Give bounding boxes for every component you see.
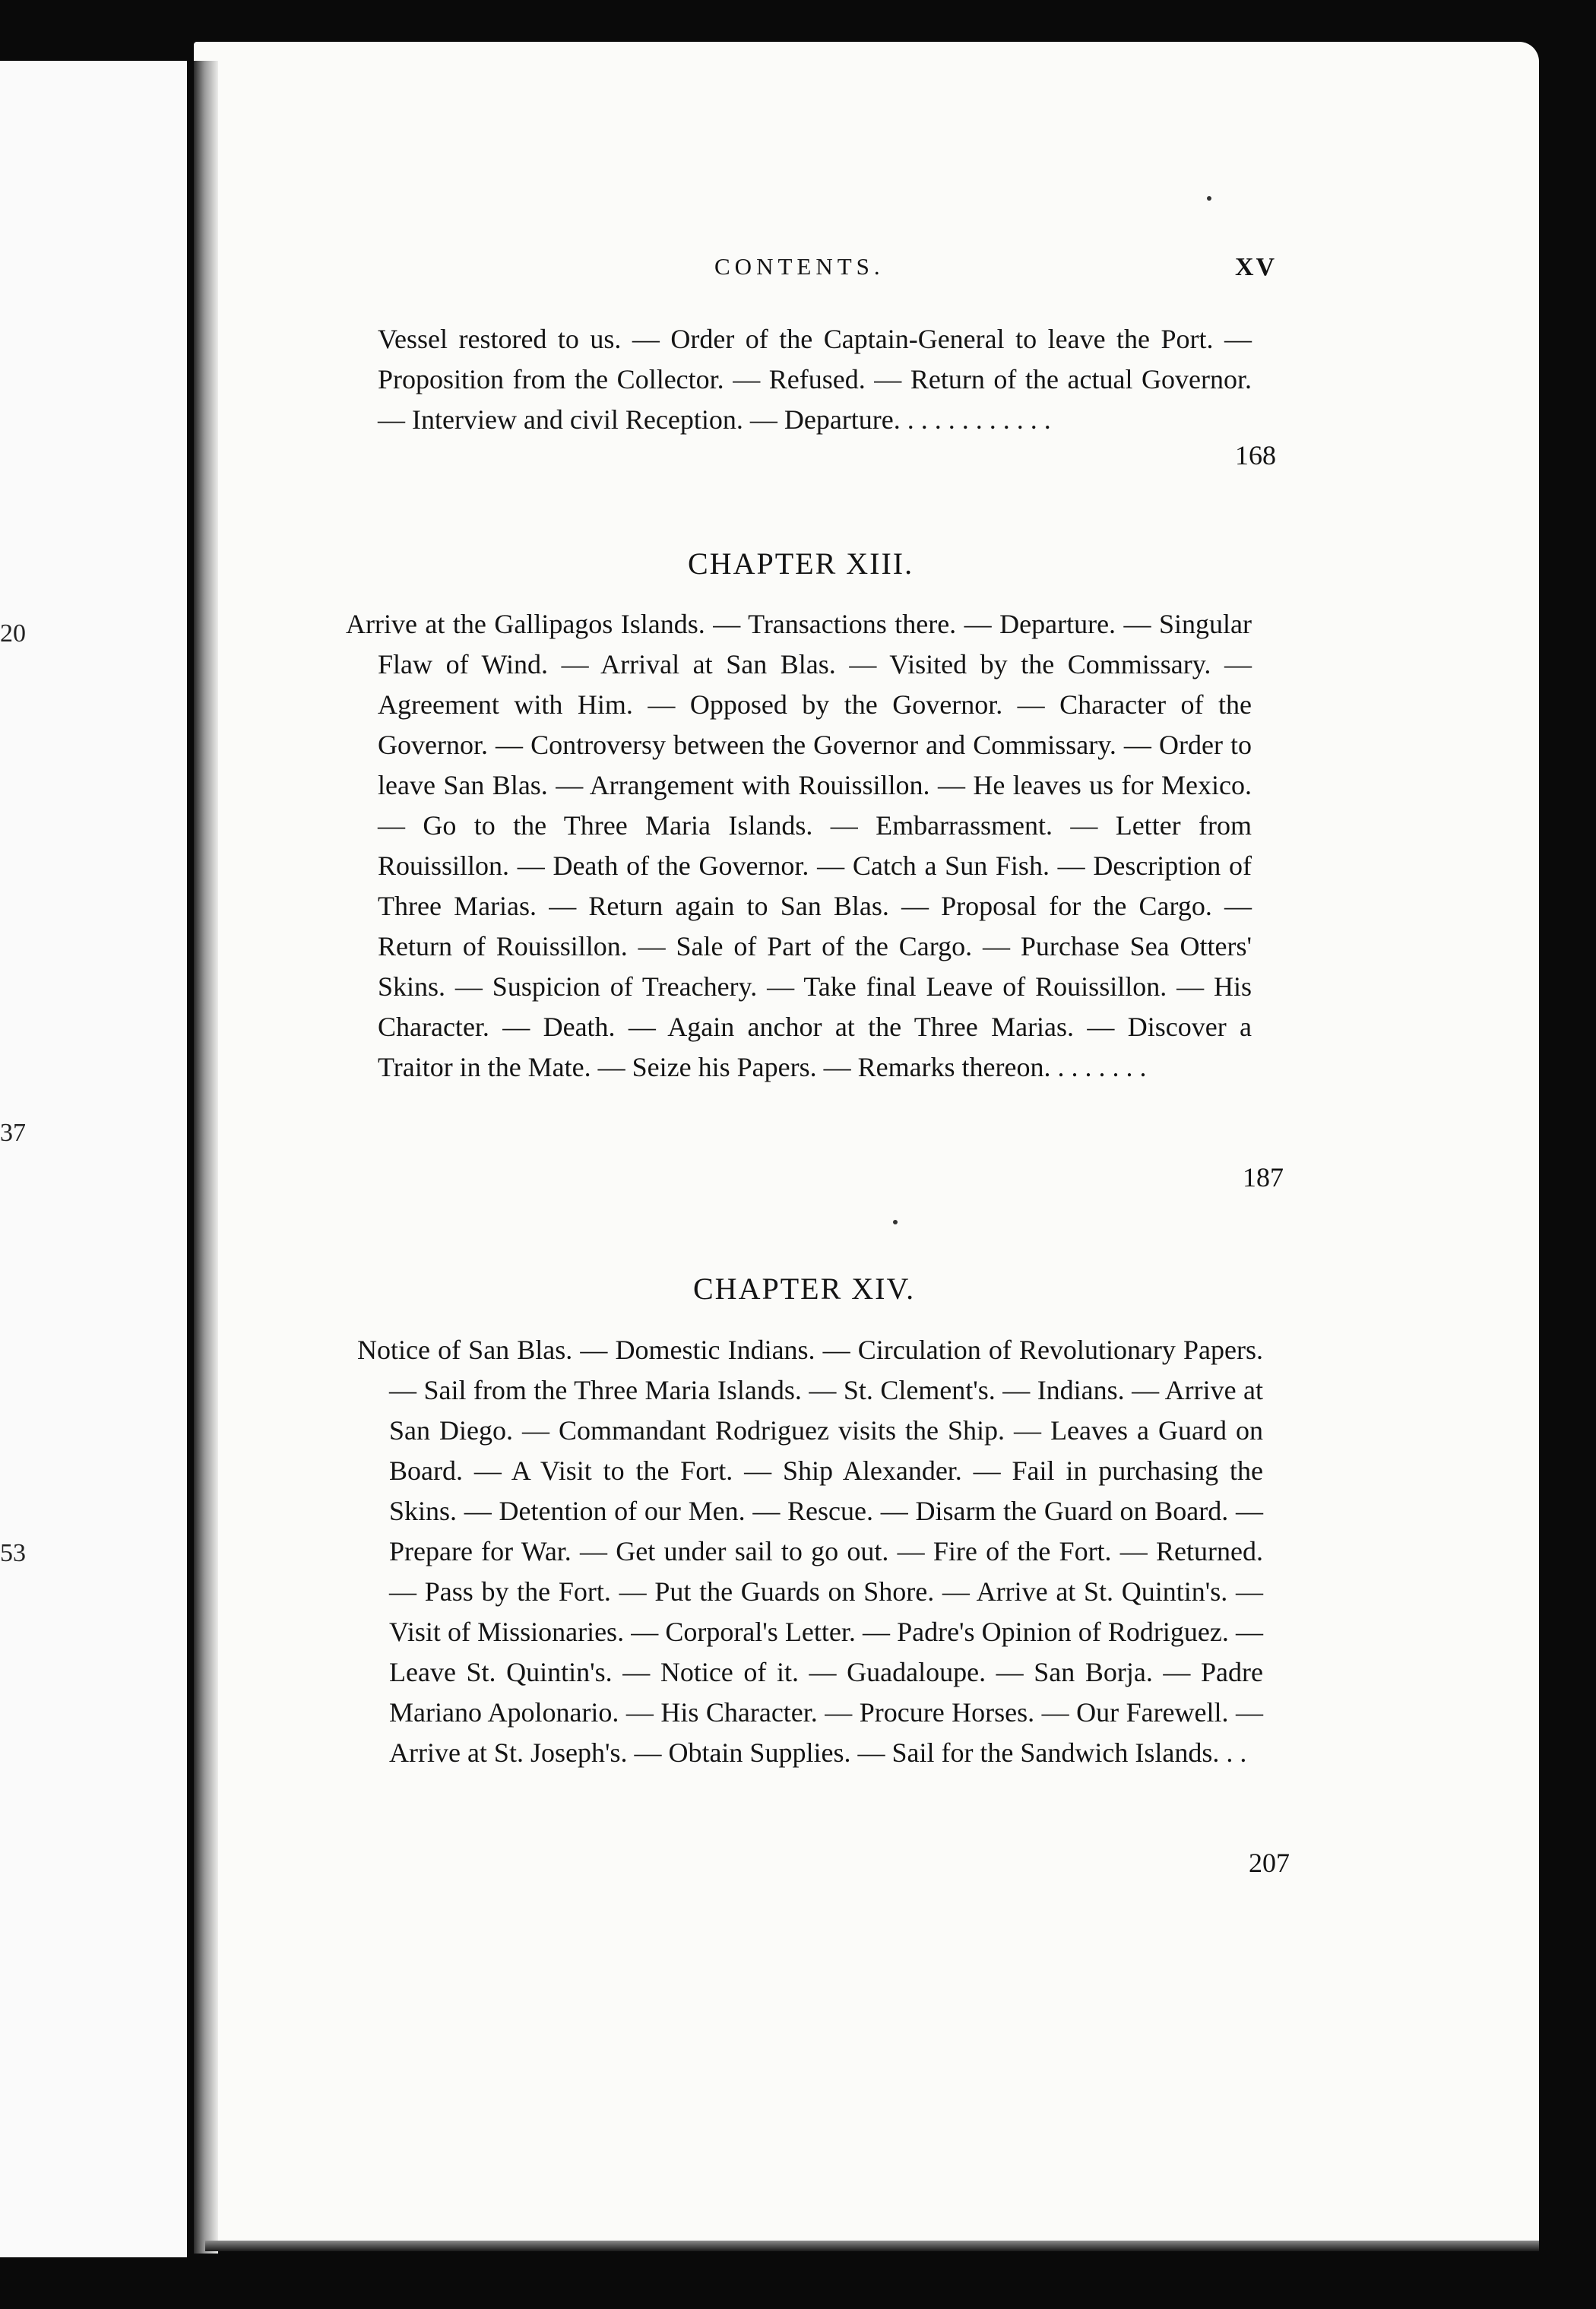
page-gutter: [194, 61, 218, 2254]
margin-number: 37: [0, 1119, 26, 1147]
chapter-heading: CHAPTER XIV.: [693, 1272, 916, 1306]
page-reference: 207: [1249, 1848, 1290, 1878]
chapter-heading: CHAPTER XIII.: [688, 546, 914, 581]
page-reference: 168: [1235, 440, 1276, 470]
chapter-summary: Notice of San Blas. — Domestic Indians. — Circulation of Revolutionary Papers. — Sail from the Three Maria Islands. — St. Clement's. — Indians. — Arrive at San Diego. — Commandant Rodriguez visits the Ship. — Leaves a Guard on Board. — A Visit to the Fort. — Ship Alexander. — Fail in purchasing the Skins. — Detention of our Men. — Rescue. — Disarm the Guard on Board. — Prepare for War. — Get under sail to go out. — Fire of the Fort. — Returned. — Pass by the Fort. — Put the Guards on Shore. — Arrive at St. Quintin's. — Visit of Missionaries. — Corporal's Letter. — Padre's Opinion of Rodriguez. — Leave St. Quintin's. — Notice of it. — Guadaloupe. — San Borja. — Padre Mariano Apolonario. — His Character. — Procure Horses. — Our Farewell. — Arrive at St. Joseph's. — Obtain Supplies. — Sail for the Sandwich Islands. . .: [357, 1335, 1263, 1768]
speck-mark: [1207, 196, 1211, 201]
chapter-summary: Vessel restored to us. — Order of the Captain-General to leave the Port. — Proposition from the Collector. — Refused. — Return of the actual Governor. — Interview and civil Reception. — Departure. . . . . . . . . . . .: [378, 324, 1252, 435]
page-bottom-edge: [205, 2241, 1539, 2251]
chapter-summary: Arrive at the Gallipagos Islands. — Transactions there. — Departure. — Singular Flaw of Wind. — Arrival at San Blas. — Visited by the Commissary. — Agreement with Him. — Opposed by the Governor. — Character of the Governor. — Controversy between the Governor and Commissary. — Order to leave San Blas. — Arrangement with Rouissillon. — He leaves us for Mexico. — Go to the Three Maria Islands. — Embarrassment. — Letter from Rouissillon. — Death of the Governor. — Catch a Sun Fish. — Description of Three Marias. — Return again to San Blas. — Proposal for the Cargo. — Return of Rouissillon. — Sale of Part of the Cargo. — Purchase Sea Otters' Skins. — Suspicion of Treachery. — Take final Leave of Rouissillon. — His Character. — Death. — Again anchor at the Three Marias. — Discover a Traitor in the Mate. — Seize his Papers. — Remarks thereon. . . . . . . .: [346, 609, 1252, 1082]
facing-page-edge: [0, 61, 187, 2257]
margin-number: 20: [0, 619, 26, 648]
page-number-roman: XV: [1235, 253, 1278, 281]
page-reference: 187: [1243, 1162, 1284, 1193]
speck-mark: [893, 1220, 898, 1224]
running-head: CONTENTS.: [714, 253, 885, 280]
margin-number: 53: [0, 1539, 26, 1567]
